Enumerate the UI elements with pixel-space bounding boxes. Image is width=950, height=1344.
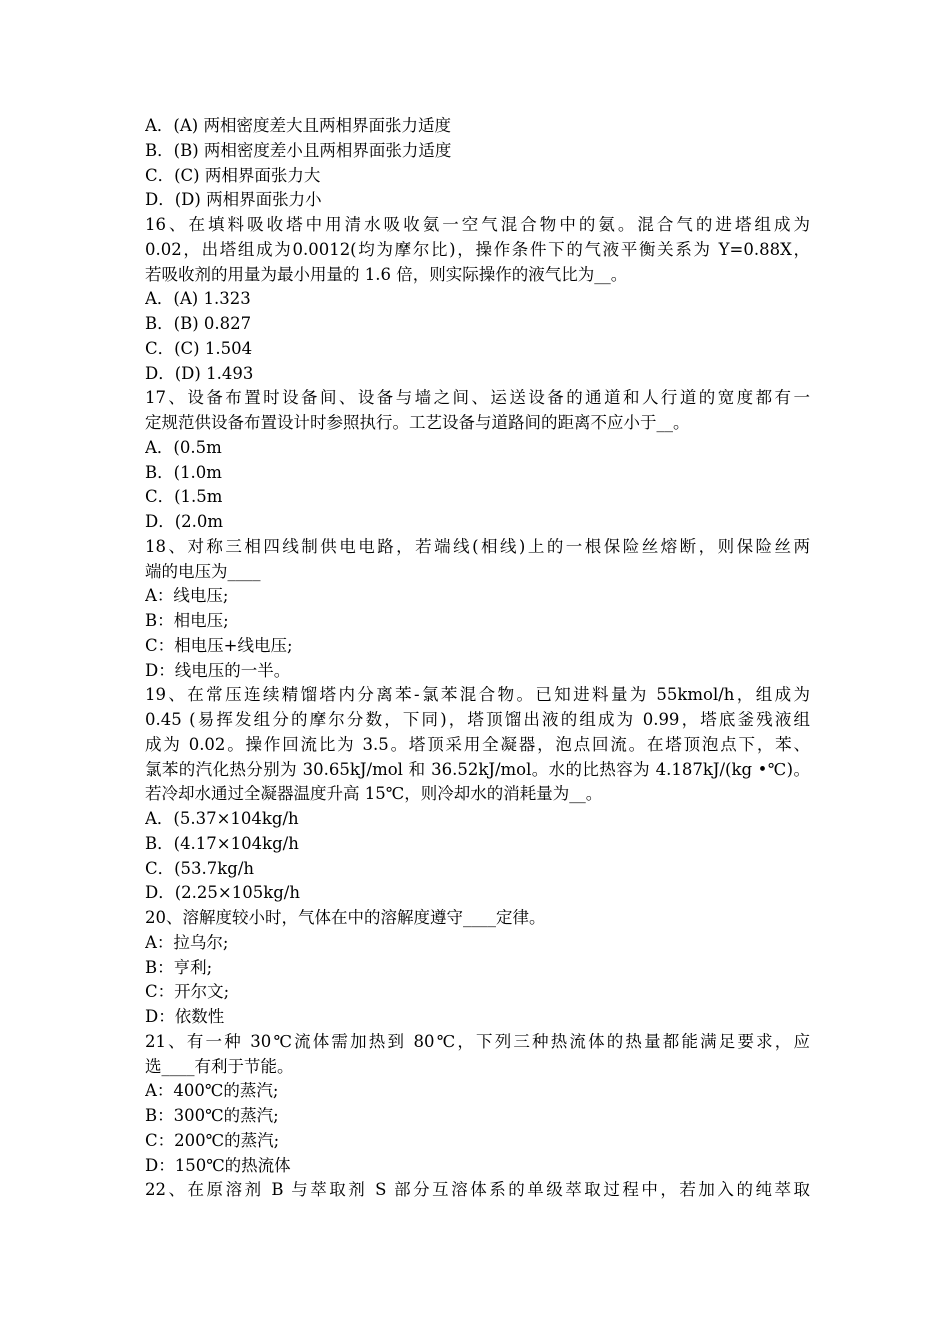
- text-line: 0.45 (易挥发组分的摩尔分数，下同)，塔顶馏出液的组成为 0.99，塔底釜残液组: [145, 710, 810, 729]
- text-line: 22、在原溶剂 B 与萃取剂 S 部分互溶体系的单级萃取过程中，若加入的纯萃取: [145, 1180, 810, 1200]
- text-line: A．(A) 两相密度差大且两相界面张力适度: [145, 116, 451, 135]
- text-line: 若冷却水通过全凝器温度升高 15℃，则冷却水的消耗量为__。: [145, 784, 603, 804]
- text-line: D：150℃的热流体: [145, 1155, 291, 1175]
- text-line: C：开尔文;: [145, 982, 230, 1002]
- text-line: A：400℃的蒸汽;: [145, 1081, 279, 1101]
- text-line: C．(53.7kg/h: [145, 858, 255, 878]
- text-line: B：相电压;: [145, 611, 229, 630]
- text-line: D：依数性: [145, 1007, 225, 1026]
- text-line: B．(1.0m: [145, 462, 222, 482]
- text-line: D．(2.25×105kg/h: [145, 883, 300, 903]
- text-line: A：线电压;: [145, 586, 229, 606]
- text-line: 21、有一种 30℃流体需加热到 80℃，下列三种热流体的热量都能满足要求，应: [145, 1031, 810, 1051]
- text-line: C：200℃的蒸汽;: [145, 1130, 280, 1150]
- text-line: C．(1.5m: [145, 487, 223, 507]
- text-line: B：300℃的蒸汽;: [145, 1106, 279, 1125]
- text-line: 18、对称三相四线制供电电路，若端线(相线)上的一根保险丝熔断，则保险丝两: [145, 536, 810, 556]
- text-line: 定规范供设备布置设计时参照执行。工艺设备与道路间的距离不应小于__。: [145, 413, 690, 432]
- text-line: B．(4.17×104kg/h: [145, 833, 299, 853]
- text-line: 0.02，出塔组成为0.0012(均为摩尔比)，操作条件下的气液平衡关系为 Y=0.88X，: [145, 239, 810, 259]
- text-line: 20、溶解度较小时，气体在中的溶解度遵守____定律。: [145, 908, 546, 927]
- text-line: C．(C) 两相界面张力大: [145, 165, 321, 185]
- text-line: D：线电压的一半。: [145, 660, 291, 680]
- text-line: 成为 0.02。操作回流比为 3.5。塔顶采用全凝器，泡点回流。在塔顶泡点下，苯、: [145, 734, 810, 754]
- text-line: 17、设备布置时设备间、设备与墙之间、运送设备的通道和人行道的宽度都有一: [145, 388, 810, 408]
- text-line: 选____有利于节能。: [145, 1056, 294, 1076]
- text-line: B：亨利;: [145, 957, 213, 977]
- text-line: D．(D) 两相界面张力小: [145, 190, 322, 210]
- text-line: A．(A) 1.323: [145, 289, 251, 309]
- text-line: B．(B) 两相密度差小且两相界面张力适度: [145, 140, 452, 160]
- text-line: A．(5.37×104kg/h: [145, 809, 299, 828]
- text-line: C．(C) 1.504: [145, 338, 253, 358]
- text-line: 氯苯的汽化热分别为 30.65kJ/mol 和 36.52kJ/mol。水的比热容为 4.187kJ/(kg •℃)。: [145, 759, 810, 779]
- document-body: [145, 114, 810, 1203]
- text-line: C：相电压+线电压;: [145, 635, 293, 655]
- text-line: D．(D) 1.493: [145, 363, 254, 383]
- text-line: B．(B) 0.827: [145, 314, 252, 333]
- text-line: 端的电压为____: [145, 561, 261, 581]
- text-line: A．(0.5m: [145, 437, 222, 457]
- text-line: 16、在填料吸收塔中用清水吸收氨一空气混合物中的氨。混合气的进塔组成为: [145, 215, 810, 234]
- text-line: D．(2.0m: [145, 512, 224, 531]
- text-line: 若吸收剂的用量为最小用量的 1.6 倍，则实际操作的液气比为__。: [145, 264, 628, 284]
- text-line: 19、在常压连续精馏塔内分离苯-氯苯混合物。已知进料量为 55kmol/h，组成为: [145, 685, 810, 705]
- text-line: A：拉乌尔;: [145, 932, 229, 952]
